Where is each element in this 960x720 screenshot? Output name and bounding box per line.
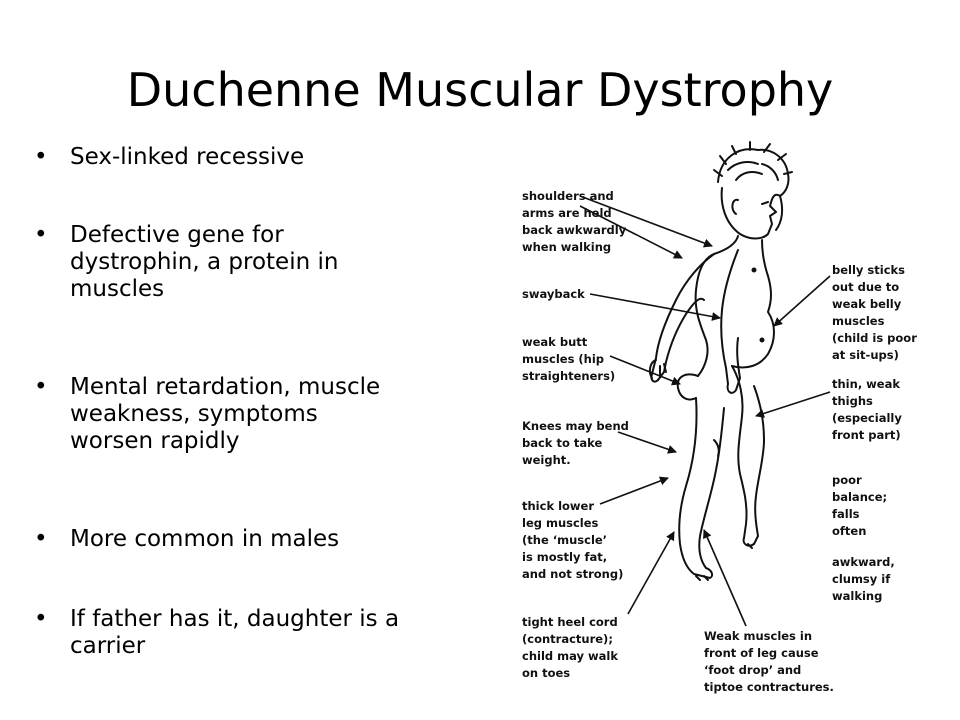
- bullet-item: [34, 144, 470, 171]
- bullet-line: • More common in males: [70, 526, 340, 552]
- label-lower-leg: thick lower leg muscles (the ‘muscle’ is mostly fat, and not strong): [522, 499, 624, 581]
- front-leg-outline: [732, 366, 764, 546]
- bullet-line: weakness, symptoms: [70, 401, 318, 427]
- label-heel: tight heel cord (contracture); child may walk on toes: [522, 615, 618, 680]
- label-front-leg: Weak muscles in front of leg cause ‘foot drop’ and tiptoe contractures.: [704, 629, 834, 694]
- bullet-item: [34, 222, 470, 303]
- arrow-belly: [774, 276, 830, 326]
- arrow-shoulders-1: [580, 196, 712, 246]
- bullet-line: carrier: [70, 633, 146, 659]
- bullet-line: • Mental retardation, muscle: [70, 374, 381, 400]
- label-swayback: swayback: [522, 287, 585, 301]
- label-belly: belly sticks out due to weak belly muscles (child is poor at sit-ups): [832, 263, 917, 362]
- arrow-butt: [610, 356, 680, 384]
- label-shoulders: shoulders and arms are held back awkwardly when walking: [522, 189, 627, 254]
- dmd-figure-diagram: [500, 140, 930, 710]
- knee-line: [714, 440, 719, 456]
- navel: [761, 339, 764, 342]
- near-arm-outline: [721, 250, 740, 393]
- bullet-line: muscles: [70, 276, 165, 302]
- back-leg-outline: [679, 398, 724, 578]
- arrow-lower-leg: [600, 478, 668, 504]
- bullet-item: [34, 374, 470, 455]
- bullet-line: worsen rapidly: [70, 428, 240, 454]
- bullet-line: dystrophin, a protein in: [70, 249, 339, 275]
- head-outline: [722, 188, 782, 239]
- eye: [762, 202, 768, 204]
- arrow-heel: [628, 532, 674, 614]
- label-knees: Knees may bend back to take weight.: [522, 419, 629, 467]
- bullet-line: • If father has it, daughter is a: [70, 606, 400, 632]
- hair-scribble: [714, 142, 792, 196]
- bullet-line: • Sex-linked recessive: [70, 144, 305, 170]
- label-thighs: thin, weak thighs (especially front part): [832, 377, 902, 442]
- arrow-swayback: [590, 294, 720, 318]
- child-figure-illustration: [650, 142, 792, 580]
- arrow-thighs: [756, 392, 830, 416]
- bullet-item: [34, 526, 470, 553]
- label-clumsy: awkward, clumsy if walking: [832, 555, 895, 603]
- ear: [732, 200, 738, 214]
- bullet-item: [34, 606, 470, 660]
- nipple: [753, 269, 756, 272]
- label-balance: poor balance; falls often: [832, 473, 888, 538]
- buttock: [678, 375, 698, 400]
- belly-outline: [732, 240, 774, 368]
- bullet-line: • Defective gene for: [70, 222, 284, 248]
- arrow-knees: [618, 432, 676, 452]
- back-outline: [696, 236, 738, 376]
- slide-title: Duchenne Muscular Dystrophy: [126, 63, 834, 117]
- label-butt: weak butt muscles (hip straighteners): [522, 335, 616, 383]
